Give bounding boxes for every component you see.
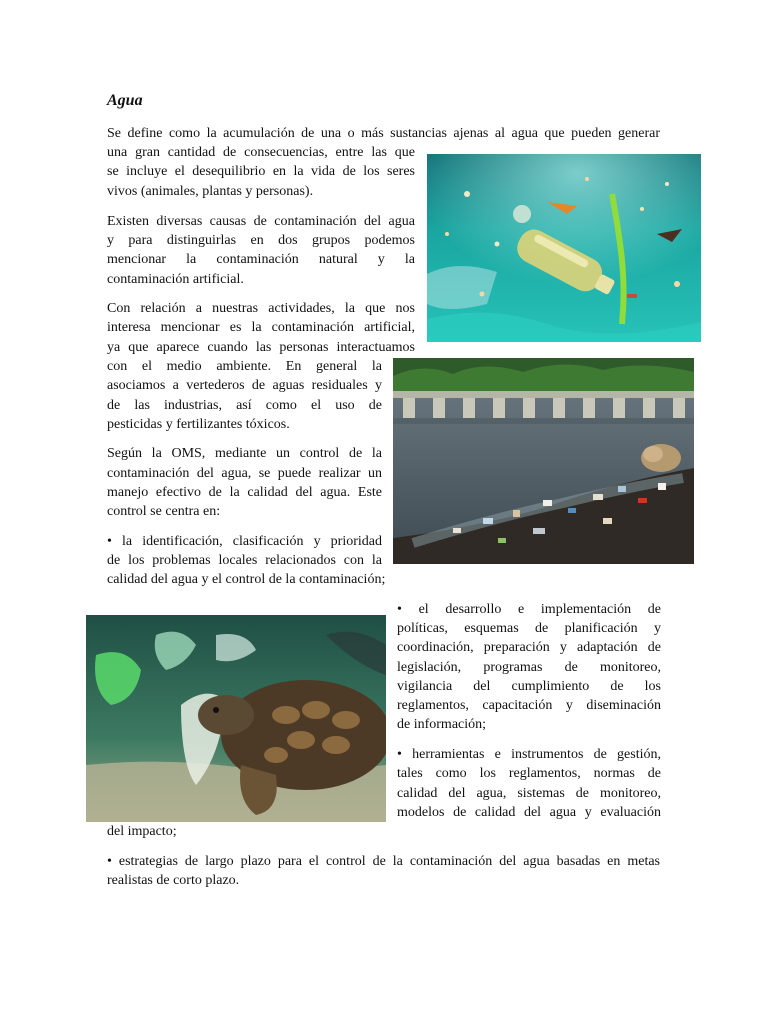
paragraph-line: se incluye el desequilibrio en la vida de los seres	[107, 164, 415, 179]
bullet-line: reglamentos, capacitación y diseminación	[397, 698, 661, 713]
bullet-line: vigilancia del cumplimiento de los	[397, 679, 661, 694]
paragraph-line: mencionar la contaminación natural y la	[107, 252, 415, 267]
paragraph-line: pesticidas y fertilizantes tóxicos.	[107, 417, 290, 432]
paragraph-line: con el medio ambiente. En general la	[107, 359, 382, 374]
paragraph-line: Existen diversas causas de contaminación del agua	[107, 214, 415, 229]
bullet-line: • estrategias de largo plazo para el control de la contaminación del agua basadas en metas	[107, 854, 660, 869]
paragraph-line: contaminación del agua, se puede realizar un	[107, 466, 382, 481]
bullet-line: modelos de calidad del agua y evaluación	[397, 805, 661, 820]
sea-turtle-image	[86, 615, 386, 822]
paragraph-line: vivos (animales, plantas y personas).	[107, 184, 314, 199]
paragraph-line: de las industrias, así como el uso de	[107, 398, 382, 413]
bullet-line: legislación, programas de monitoreo,	[397, 660, 661, 675]
paragraph-line: una gran cantidad de consecuencias, entre las que	[107, 145, 415, 160]
underwater-plastic-image	[427, 154, 701, 342]
paragraph-line: y para distinguirlas en dos grupos podemos	[107, 233, 415, 248]
bullet-line: • herramientas e instrumentos de gestión,	[397, 747, 661, 762]
paragraph-line: control se centra en:	[107, 504, 221, 519]
bullet-line: realistas de corto plazo.	[107, 873, 240, 888]
bullet-line: coordinación, preparación y adaptación de	[397, 640, 661, 655]
bullet-line: • el desarrollo e implementación de	[397, 602, 661, 617]
bullet-line: calidad del agua y el control de la contaminación;	[107, 572, 386, 587]
paragraph-line: ya que aparece cuando las personas interactuamos	[107, 340, 415, 355]
paragraph-line: Según la OMS, mediante un control de la	[107, 446, 382, 461]
paragraph-line: asociamos a vertederos de aguas residuales y	[107, 378, 382, 393]
paragraph-line: contaminación artificial.	[107, 272, 244, 287]
bullet-line: políticas, esquemas de planificación y	[397, 621, 661, 636]
bullet-line: de información;	[397, 717, 487, 732]
paragraph-line: manejo efectivo de la calidad del agua. Este	[107, 485, 382, 500]
paragraph-line: interesa mencionar es la contaminación artificial,	[107, 320, 415, 335]
bullet-line: tales como los reglamentos, normas de	[397, 766, 661, 781]
paragraph-line: Con relación a nuestras actividades, la que nos	[107, 301, 415, 316]
paragraph-line: Se define como la acumulación de una o más sustancias ajenas al agua que pueden generar	[107, 126, 660, 141]
bullet-line: del impacto;	[107, 824, 177, 839]
bullet-line: calidad del agua, sistemas de monitoreo,	[397, 786, 661, 801]
bullet-line: de los problemas locales relacionados con la	[107, 553, 382, 568]
polluted-river-image	[393, 358, 694, 564]
bullet-line: • la identificación, clasificación y prioridad	[107, 534, 382, 549]
page-title: Agua	[107, 92, 143, 109]
